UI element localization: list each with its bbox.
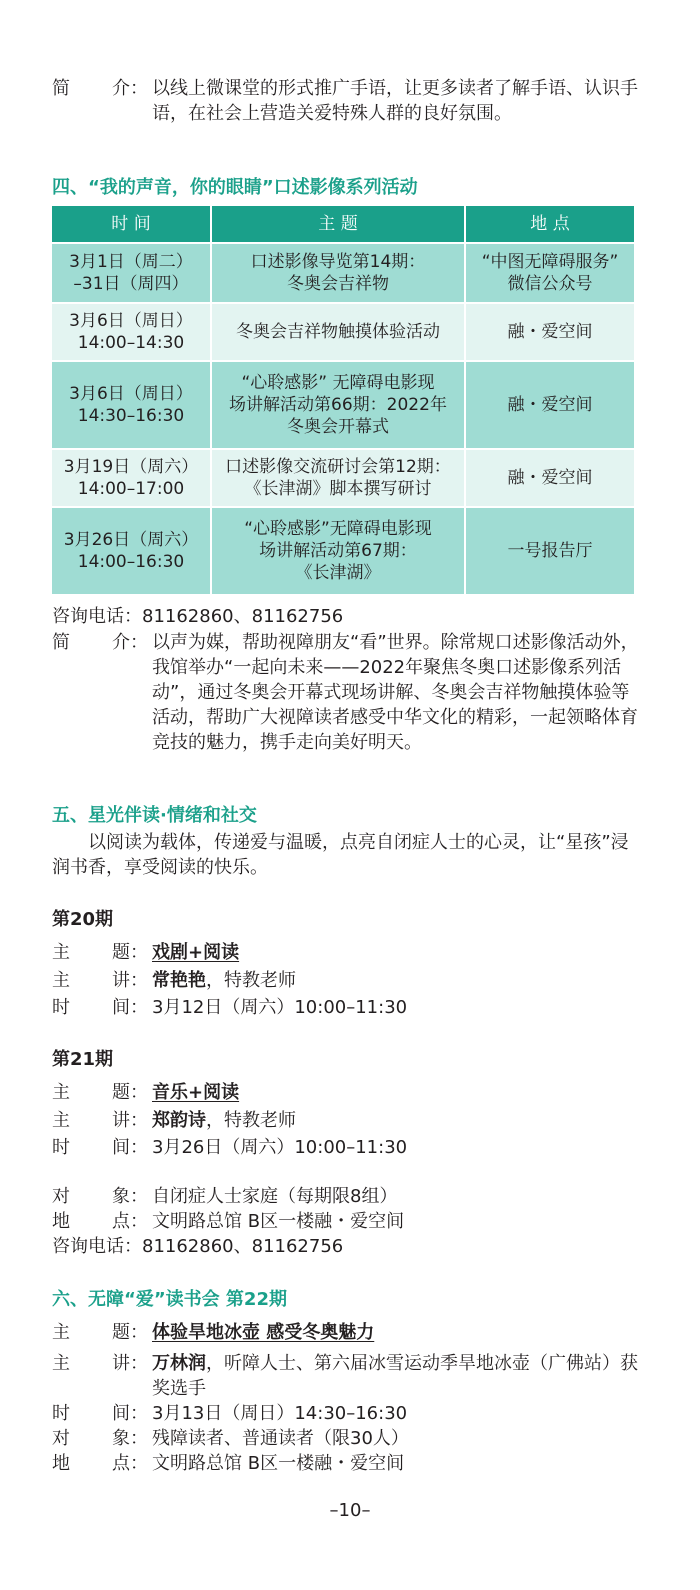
- label-b: 间：: [112, 1137, 148, 1158]
- label-a: 地: [52, 1453, 70, 1474]
- label-a: 时: [52, 1403, 70, 1424]
- section5-heading: 五、星光伴读·情绪和社交: [52, 805, 257, 826]
- intro-label-a: 简: [52, 78, 70, 99]
- label-a: 主: [52, 1322, 70, 1343]
- label-b: 间：: [112, 997, 148, 1018]
- header-topic: 主 题: [210, 206, 466, 242]
- row-place: “中图无障碍服务” 微信公众号: [466, 244, 634, 302]
- time-value: 3月13日（周日）14:30–16:30: [152, 1403, 408, 1424]
- speaker-role: ，特教老师: [206, 970, 296, 991]
- page-number: –10–: [329, 1500, 371, 1521]
- section5-phone: [52, 1234, 642, 1259]
- phone-value: 81162860、81162756: [142, 606, 344, 627]
- section5-intro: 以阅读为载体，传递爱与温暖，点亮自闭症人士的心灵，让“星孩”浸润书香，享受阅读的快乐。: [52, 832, 629, 878]
- section6-target: [52, 1426, 642, 1451]
- label-a: 对: [52, 1428, 70, 1449]
- row-place: 一号报告厅: [466, 508, 634, 594]
- section5-target: [52, 1184, 642, 1209]
- row-place: 融・爱空间: [466, 362, 634, 448]
- label-a: 主: [52, 1082, 70, 1103]
- label-b: 象：: [112, 1428, 148, 1449]
- intro-label-a: 简: [52, 632, 70, 653]
- period-20-speaker: [52, 968, 642, 993]
- label-b: 间：: [112, 1403, 148, 1424]
- phone-value: 81162860、81162756: [142, 1236, 344, 1257]
- label-b: 象：: [112, 1186, 148, 1207]
- label-b: 题：: [112, 942, 148, 963]
- section6-heading: 六、无障“爱”读书会 第22期: [52, 1289, 287, 1310]
- target-value: 自闭症人士家庭（每期限8组）: [152, 1186, 398, 1207]
- table-row: [52, 302, 634, 360]
- section6-place: [52, 1451, 642, 1476]
- sign-language-intro: [52, 76, 642, 126]
- period-20-topic: [52, 940, 642, 965]
- section4-phone: [52, 604, 642, 629]
- label-b: 题：: [112, 1322, 148, 1343]
- label-b: 讲：: [112, 1353, 148, 1374]
- section6-topic: [52, 1320, 642, 1345]
- section6-speaker: [52, 1351, 642, 1401]
- label-a: 时: [52, 1137, 70, 1158]
- speaker-name: 常艳艳: [152, 970, 206, 991]
- place-value: 文明路总馆 B区一楼融・爱空间: [152, 1211, 405, 1232]
- label-a: 主: [52, 1110, 70, 1131]
- phone-label: 咨询电话：: [52, 606, 142, 627]
- table-row: [52, 506, 634, 594]
- intro-text: 以线上微课堂的形式推广手语，让更多读者了解手语、认识手语，在社会上营造关爱特殊人群的良好氛围。: [152, 78, 638, 124]
- table-row: [52, 448, 634, 506]
- label-a: 对: [52, 1186, 70, 1207]
- label-b: 点：: [112, 1211, 148, 1232]
- label-a: 地: [52, 1211, 70, 1232]
- row-time: 3月6日（周日） 14:00–14:30: [52, 304, 210, 360]
- period-21-time: [52, 1135, 642, 1160]
- section4-heading: 四、“我的声音，你的眼睛”口述影像系列活动: [52, 177, 418, 198]
- label-b: 讲：: [112, 970, 148, 991]
- row-place: 融・爱空间: [466, 450, 634, 506]
- intro-label-b: 介：: [112, 632, 148, 653]
- topic-value: 音乐+阅读: [152, 1082, 240, 1103]
- row-time: 3月19日（周六） 14:00–17:00: [52, 450, 210, 506]
- label-a: 主: [52, 970, 70, 991]
- speaker-name: 郑韵诗: [152, 1110, 206, 1131]
- target-value: 残障读者、普通读者（限30人）: [152, 1428, 409, 1449]
- section5-place: [52, 1209, 642, 1234]
- speaker-role: ，听障人士、第六届冰雪运动季旱地冰壶（广佛站）获奖选手: [152, 1353, 638, 1399]
- row-topic: “心聆感影”无障碍电影现 场讲解活动第67期： 《长津湖》: [210, 508, 466, 594]
- phone-label: 咨询电话：: [52, 1236, 142, 1257]
- topic-value: 戏剧+阅读: [152, 942, 240, 963]
- intro-text: 以声为媒，帮助视障朋友“看”世界。除常规口述影像活动外，我馆举办“一起向未来——2022年聚焦冬奥口述影像系列活动”，通过冬奥会开幕式现场讲解、冬奥会吉祥物触摸体验等活动，帮助广大视障读者感受中华文化的精彩，一起领略体育竞技的魅力，携手走向美好明天。: [152, 632, 639, 753]
- table-row: [52, 242, 634, 302]
- table-header-row: [52, 206, 634, 242]
- header-place: 地 点: [466, 206, 634, 242]
- row-topic: “心聆感影” 无障碍电影现 场讲解活动第66期：2022年 冬奥会开幕式: [210, 362, 466, 448]
- row-time: 3月1日（周二） –31日（周四）: [52, 244, 210, 302]
- label-b: 题：: [112, 1082, 148, 1103]
- speaker-name: 万林润: [152, 1353, 206, 1374]
- row-topic: 口述影像交流研讨会第12期： 《长津湖》脚本撰写研讨: [210, 450, 466, 506]
- time-value: 3月12日（周六）10:00–11:30: [152, 997, 408, 1018]
- section4-intro: [52, 630, 642, 755]
- intro-label-b: 介：: [112, 78, 148, 99]
- period-20-time: [52, 995, 642, 1020]
- label-b: 讲：: [112, 1110, 148, 1131]
- period-21-topic: [52, 1080, 642, 1105]
- period-20-title: 第20期: [52, 909, 114, 930]
- label-a: 时: [52, 997, 70, 1018]
- row-time: 3月26日（周六） 14:00–16:30: [52, 508, 210, 594]
- header-time: 时 间: [52, 206, 210, 242]
- topic-value: 体验旱地冰壶 感受冬奥魅力: [152, 1322, 375, 1343]
- speaker-role: ，特教老师: [206, 1110, 296, 1131]
- row-place: 融・爱空间: [466, 304, 634, 360]
- label-b: 点：: [112, 1453, 148, 1474]
- period-21-title: 第21期: [52, 1049, 114, 1070]
- row-topic: 口述影像导览第14期： 冬奥会吉祥物: [210, 244, 466, 302]
- place-value: 文明路总馆 B区一楼融・爱空间: [152, 1453, 405, 1474]
- row-time: 3月6日（周日） 14:30–16:30: [52, 362, 210, 448]
- period-21-speaker: [52, 1108, 642, 1133]
- label-a: 主: [52, 1353, 70, 1374]
- section6-time: [52, 1401, 642, 1426]
- table-row: [52, 360, 634, 448]
- time-value: 3月26日（周六）10:00–11:30: [152, 1137, 408, 1158]
- row-topic: 冬奥会吉祥物触摸体验活动: [210, 304, 466, 360]
- label-a: 主: [52, 942, 70, 963]
